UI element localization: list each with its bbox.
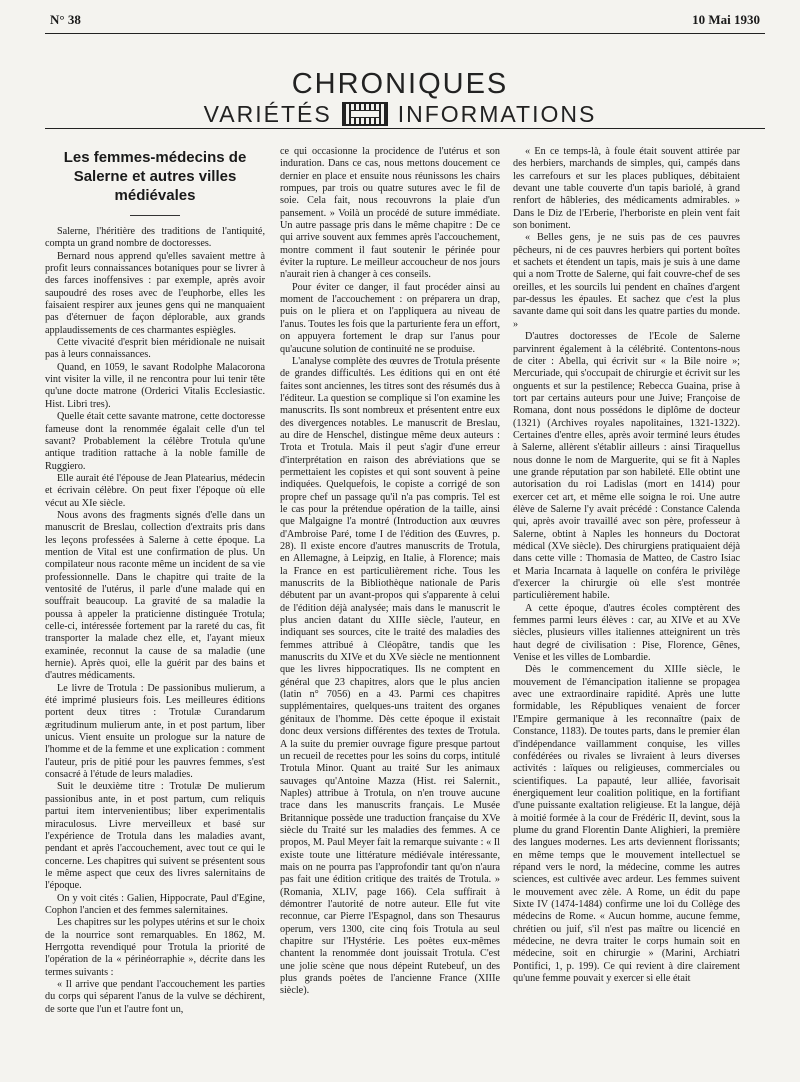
masthead-title: CHRONIQUES xyxy=(291,68,509,100)
paragraph: Salerne, l'héritière des traditions de l'antiquité, compta un grand nombre de doctoresses. xyxy=(45,226,265,250)
paragraph: « En ce temps-là, à foule était souvent attirée par des herbiers, marchands de simples, qui, campés dans les carrefours et sur les places publiques, débitaient devant une table couverte d'un tapis bariolé, à grand renfort de hâbleries, des médicaments admirables. » Dans le Diz de l'Erberie, l'herboriste en plein vent fait son boniment. xyxy=(513,146,740,232)
article-column-3 xyxy=(513,146,740,985)
masthead-rule xyxy=(45,128,765,129)
paragraph: « Belles gens, je ne suis pas de ces pauvres pêcheurs, ni de ces pauvres herbiers qui portent boîtes et sachets et étendent un tapis, mais je suis à une dame qui a nom Trotte de Salerne, qui fait couvre-chef de ses oreilles, et les sourcils lui pendent en chaînes d'argent par-dessus les épaules. Et sachez que c'est la plus savante dame qui soit dans les quatre parties du monde. » xyxy=(513,232,740,330)
paragraph: Nous avons des fragments signés d'elle dans un manuscrit de Breslau, collection d'extraits pris dans les leçons professées à Salerne à cette époque. La mention de Vital est une confirmation de plus. Un compilateur nous raconte même un incident de sa vie professionnelle. Dans le chapitre qui traite de la ventosité de l'utérus, il parle d'une malade qui en souffrait beaucoup. La gravité de sa maladie la poussa à appeler la praticienne distinguée Trotula; celle-ci, intéressée fortement par la rareté du cas, fit transporter la malade chez elle, et, l'ayant mieux examinée, reconnut la cause de sa maladie (une hernie). Après quoi, elle la guérit par des bains et d'autres médicaments. xyxy=(45,509,265,682)
masthead-logo-icon xyxy=(342,102,388,126)
paragraph: Quand, en 1059, le savant Rodolphe Malacorona vint visiter la ville, il ne rencontra pour lui tenir tête qu'une docte matrone (Orderici Vitalis Ecclesiastic. Hist. Libri tres). xyxy=(45,361,265,410)
article-column-1 xyxy=(45,148,265,1016)
paragraph: A cette époque, d'autres écoles comptèrent des femmes parmi leurs élèves : car, au XIVe et au XVe siècles, plusieurs villes italiennes atteignirent un très haut degré de civilisation : Pise, Florence, Gênes, Venise et les villes de Lombardie. xyxy=(513,602,740,664)
issue-date: 10 Mai 1930 xyxy=(692,12,760,27)
paragraph: Elle aurait été l'épouse de Jean Platearius, médecin et écrivain célèbre. On peut fixer l'époque où elle vécut au XIe siècle. xyxy=(45,472,265,509)
paragraph: L'analyse complète des œuvres de Trotula présente de grandes difficultés. Les éditions qui en ont été faites sont anciennes, les titres sont des résumés dus à l'éditeur. La question se complique si l'on examine les manuscrits. Ils sont nombreux et présentent entre eux des divergences notables. Le manuscrit de Breslau, au dire de Henschel, distingue même deux auteurs : Trota et Trotula. Mais il peut s'agir d'une erreur d'interprétation en raison des abréviations que se permettaient les copistes et qui sont souvent à peine indiquées. Quelquefois, le copiste a corrigé de son propre chef un passage qu'il n'a pas compris. Tel est le cas pour la prétendue opération de la taille, ainsi que Malgaigne l'a montré (Introduction aux œuvres d'Ambroise Paré, tome I de l'édition des Œuvres, p. 28). Il existe encore d'autres manuscrits de Trotula, en Allemagne, à Leipzig, en Italie, à Florence; mais la France en est particulièrement riche. Tous les manuscrits de la Bibliothèque nationale de Paris débutent par un avant-propos qui s'apparente à celui de l'édition déjà analysée; mais dans le manuscrit le plus ancien datant du XIIIe siècle, l'auteur, en indiquant ses sources, cite le traité des maladies des femmes attribué à Cléopâtre, tandis que les manuscrits du XIVe et du XVe siècle ne mentionnent que les livres hippocratiques. Ils ne comptent en général que 23 chapitres, alors que le plus ancien (latin n° 7056) en a 43. Parmi ces chapitres supplémentaires, quelques-uns traitent des organes génitaux de l'homme. Dès cette époque il existait donc deux versions différentes des textes de Trotula. A la suite du premier ouvrage figure presque partout un recueil de recettes pour les soins du corps, intitulé Trotula Minor. Quant au traité Sur les animaux sauvages qu'Antoine Mazza (Hist. rei Salernit., Naples) attribue à Trotula, on n'en trouve aucune trace dans les manuscrits français. Le Musée Britannique possède une traduction française du XVe siècle du Traité sur les maladies des femmes. A ce propos, M. Paul Meyer fait la remarque suivante : « Il existe toute une littérature médiévale intéressante, mais on ne pourra pas l'approfondir tant qu'on n'aura pas fait une édition critique des traités de Trotula. » (Romania, XLIV, page 166). Cela suffirait à démontrer l'autorité de notre auteur. Elle fut vite reconnue, car Pierre l'Espagnol, dans son Thesaurus operum, vers 1300, cite cinq fois Trotula au seul chapitre sur l'Hystérie. Les poètes eux-mêmes chantent la renommée dont jouissait Trotula. C'est une jolie scène que nous dépeint Rutebeuf, un des plus grands poètes de l'ancienne France (XIIIe siècle). xyxy=(280,355,500,997)
paragraph: Quelle était cette savante matrone, cette doctoresse fameuse dont la renommée égalait celle d'un tel savant? Probablement la célèbre Trotula qu'une antique tradition rattache à la noble famille de Ruggiero. xyxy=(45,411,265,472)
paragraph: Dès le commencement du XIIIe siècle, le mouvement de l'émancipation italienne se propagea avec une extraordinaire rapidité. Après une lutte formidable, les Républiques venaient de forcer l'Empire germanique à les reconnaître (paix de Constance, 1183). De toutes parts, dans le premier élan d'indépendance vaillamment conquise, les villes confédérées ou rivales se livraient à leurs diverses activités : laïques ou religieuses, commerciales ou scientifiques. La papauté, leur alliée, favorisait énergiquement leur coalition politique, en la fortifiant d'une puissante exaltation religieuse. Et la langue, déjà à moitié formée à la cour de Frédéric II, devint, sous la plume du grand Florentin Dante Alighieri, la première des langues modernes. Les arts deviennent florissants; en même temps que le mouvement intellectuel se répand vers le nord, la médecine, comme les autres sciences, est cultivée avec ardeur. Les femmes suivent le mouvement avec zèle. A Rome, un édit du pape Sixte IV (1474-1484) confirme une loi du Collège des médecins de Rome. « Aucun homme, aucune femme, chrétien ou juif, s'il n'est pas maître ou licencié en médecine, ne devra traiter le corps humain soit en médecine, soit en chirurgie » (Marini, Archiatri Pontifici, 1, p. 199). Ce qui revient à dire clairement qu'une femme pouvait y exercer si elle était xyxy=(513,664,740,985)
paragraph: Les chapitres sur les polypes utérins et sur le choix de la nourrice sont remarquables. En 1862, M. Herrgotta revendiqué pour Trotula la priorité de l'opération de la « périnéorraphie », décrite dans les termes suivants : xyxy=(45,917,265,978)
paragraph: Le livre de Trotula : De passionibus mulierum, a été imprimé plusieurs fois. Les meilleures éditions portent deux titres : Trotulæ Curandarum ægritudinum mulierum ante, in et post partum, liber unicus. Vient ensuite un prologue sur la nature de l'homme et de la femme et une explication : comment l'auteur, pris de pitié pour les pauvres femmes, s'est consacré à l'étude de leurs maladies. xyxy=(45,682,265,781)
paragraph: Pour éviter ce danger, il faut procéder ainsi au moment de l'accouchement : on préparera un drap, puis on le pliera et on l'appliquera au niveau de l'anus. Toutes les fois que la parturiente fera un effort, on appuyera fortement le drap sur l'anus pour qu'aucune solution de continuité ne se produise. xyxy=(280,281,500,355)
article-title: Les femmes-médecins de Salerne et autres villes médiévales xyxy=(63,149,247,204)
paragraph: Cette vivacité d'esprit bien méridionale ne nuisait pas à leurs connaissances. xyxy=(45,337,265,361)
masthead-subtitle xyxy=(0,100,800,128)
title-rule xyxy=(130,215,180,216)
running-header xyxy=(50,12,760,32)
article-column-2 xyxy=(280,146,500,998)
masthead-right-word: INFORMATIONS xyxy=(397,101,597,127)
paragraph: ce qui occasionne la procidence de l'utérus et son induration. Dans ce cas, nous mettons doucement ce dernier en place et ensuite nous réunissons les chairs rompues, par trois ou quatre sutures avec le fil de soie. Cela fait, nous recouvrons la plaie d'un pansement. » Voilà un procédé de suture immédiate. Un autre passage pris dans le même chapitre : De ce qui arrive souvent aux femmes après l'accouchement, montre comment il faut soutenir le périnée pour éviter la rupture. Le meilleur accoucheur de nos jours n'aurait rien à changer à ces conseils. xyxy=(280,146,500,281)
masthead xyxy=(0,68,800,128)
paragraph: Suit le deuxième titre : Trotulæ De mulierum passionibus ante, in et post partum, cum reliquis partui item intervenientibus; liber experimentalis miraculosus. Livre merveilleux et basé sur l'expérience de Trotula dans les maladies avant, pendant et après l'accouchement, avec tout ce qui le concerne. Les chapitres qui suivent se présentent sous le même aspect que ceux des livres salernitains de l'époque. xyxy=(45,781,265,892)
header-rule xyxy=(45,33,765,34)
paragraph: On y voit cités : Galien, Hippocrate, Paul d'Egine, Cophon l'ancien et des femmes salernitaines. xyxy=(45,892,265,916)
paragraph: Bernard nous apprend qu'elles savaient mettre à profit leurs connaissances botaniques pour se livrer à des farces inoffensives : par exemple, après avoir saupoudré des roses avec de l'euphorbe, elles les faisaient respirer aux jeunes gens qui ne manquaient pas d'éternuer de façon déplorable, aux grands applaudissements de ces charmantes espiègles. xyxy=(45,250,265,336)
masthead-left-word: VARIÉTÉS xyxy=(203,101,332,127)
issue-number: N° 38 xyxy=(50,12,81,27)
paragraph: « Il arrive que pendant l'accouchement les parties du corps qui séparent l'anus de la vulve se déchirent, de sorte que l'un et l'autre font un, xyxy=(45,978,265,1015)
paragraph: D'autres doctoresses de l'Ecole de Salerne parvinrent également à la célébrité. Contentons-nous de citer : Abella, qui écrivit sur « la Bile noire »; Mercuriade, qui s'occupait de chirurgie et écrivit sur les onguents et sur la pestilence; Rebecca Guaina, prise à tort par certains auteurs pour une Juive; Françoise de Romana, dont nous possédons le diplôme de docteur (1321) (Archives royales napolitaines, 1321-1322). Certaines d'entre elles, après avoir terminé leurs études à Salerne, allèrent s'établir ailleurs : ainsi Tiraquellus nous donne le nom de Marguerite, qui se fit à Naples une grande réputation par son habileté. Elle obtint une autorisation du roi Ladislas (mort en 1414) pour exercer cet art, et même elle soigna le roi. Une autre élève de Salerne l'y avait précédé : Constance Calenda qui, après avoir travaillé avec son père, professeur à Salerne, obtint à Naples les honneurs du Doctorat médical (XVe siècle). Des chirurgiens pratiquaient déjà dans cette ville : Thomasia de Matteo, de Castro Isiac et Maria Incarnata à laquelle on conféra le privilège d'exercer la chirurgie où elle s'est montrée particulièrement habile. xyxy=(513,331,740,602)
